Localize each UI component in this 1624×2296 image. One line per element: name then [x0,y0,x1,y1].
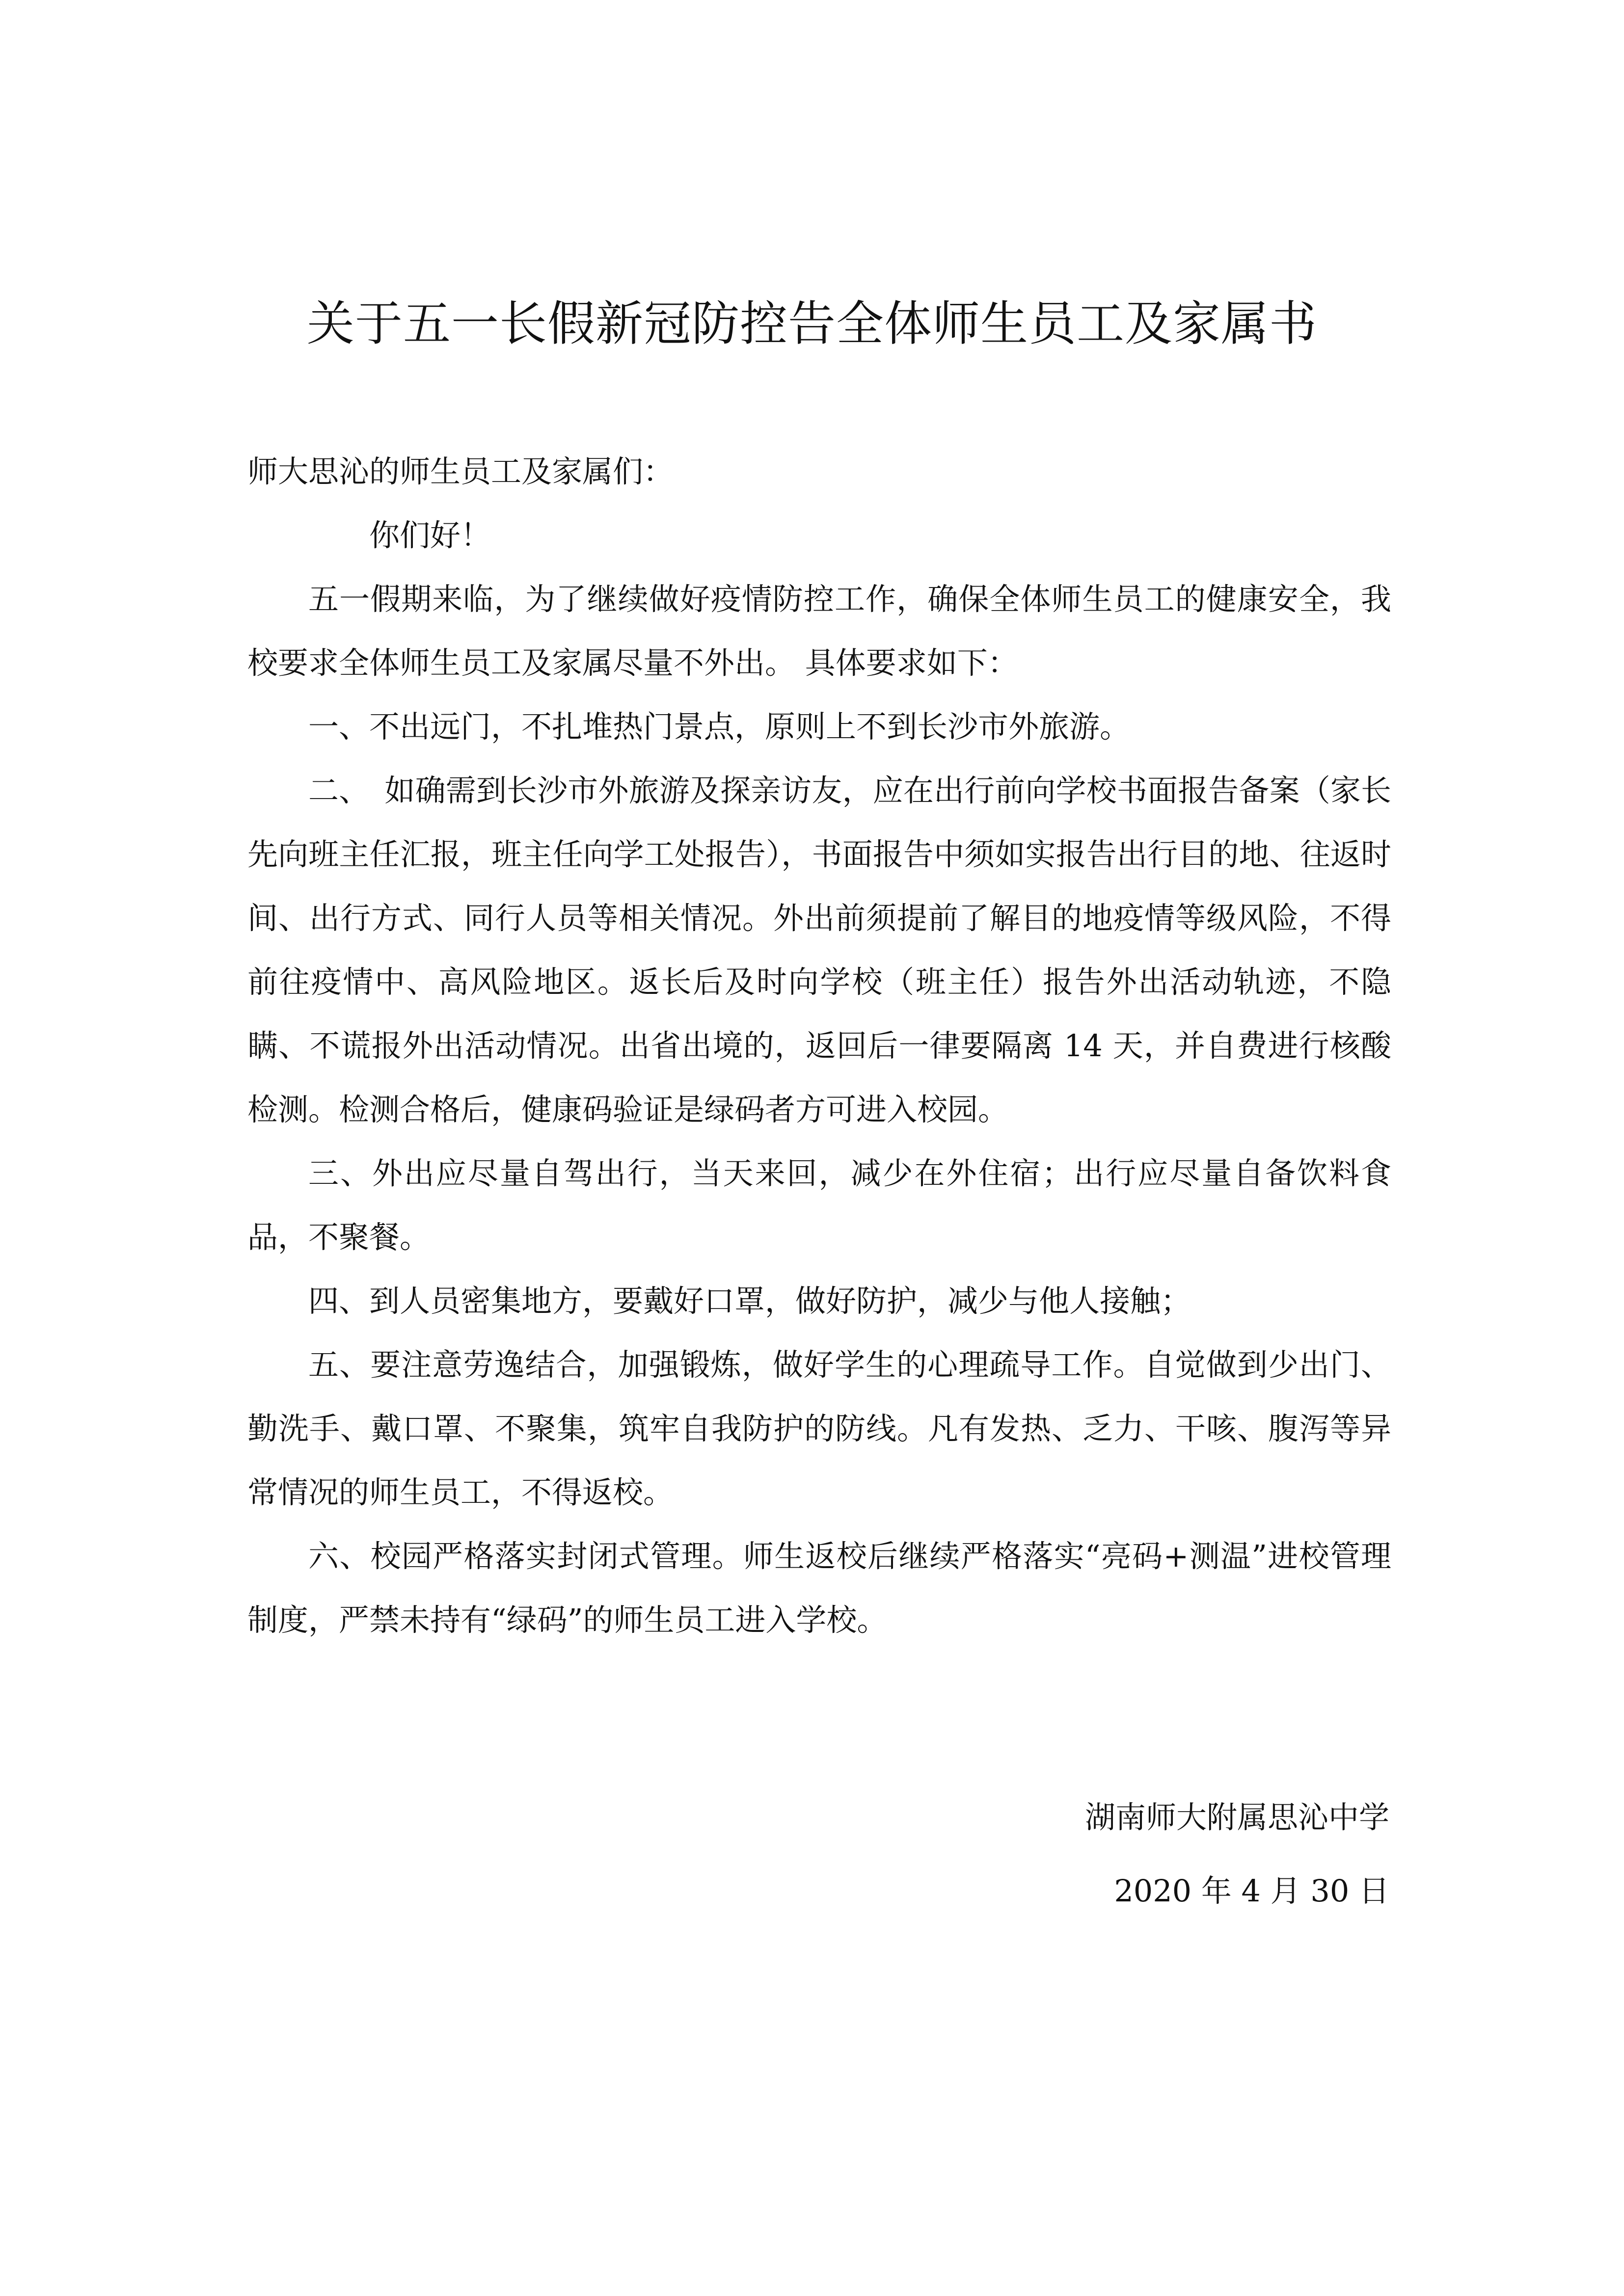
signature-date: 2020 年 4 月 30 日 [1114,1873,1389,1909]
paragraph-item-1: 一、不出远门，不扎堆热门景点，原则上不到长沙市外旅游。 [308,709,1131,745]
signature-block [1085,1781,1389,1928]
paragraph-item-4: 四、到人员密集地方，要戴好口罩，做好防护，减少与他人接触； [308,1283,1191,1319]
document-body [247,440,1391,1652]
paragraph-item-2: 二、 如确需到长沙市外旅游及探亲访友，应在出行前向学校书面报告备案（家长先向班主任汇报，班主任向学工处报告），书面报告中须如实报告出行目的地、往返时间、出行方式、同行人员等相关情况。外出前须提前了解目的地疫情等级风险，不得前往疫情中、高风险地区。返长后及时向学校（班主任）报告外出活动轨迹，不隐瞒、不谎报外出活动情况。出省出境的，返回后一律要隔离 14 天，并自费进行核酸检测。检测合格后，健康码验证是绿码者方可进入校园。 [247,773,1391,1127]
paragraph-intro: 五一假期来临，为了继续做好疫情防控工作，确保全体师生员工的健康安全，我校要求全体师生员工及家属尽量不外出。 具体要求如下： [247,581,1391,681]
paragraph-item-6: 六、校园严格落实封闭式管理。师生返校后继续严格落实“亮码+测温”进校管理制度，严禁未持有“绿码”的师生员工进入学校。 [247,1538,1391,1638]
salutation: 师大思沁的师生员工及家属们： [247,454,674,489]
paragraph-item-5: 五、要注意劳逸结合，加强锻炼，做好学生的心理疏导工作。自觉做到少出门、勤洗手、戴口罩、不聚集，筑牢自我防护的防线。凡有发热、乏力、干咳、腹泻等异常情况的师生员工，不得返校。 [247,1347,1391,1510]
signature-organization: 湖南师大附属思沁中学 [1084,1799,1389,1835]
greeting: 你们好！ [369,517,491,553]
paragraph-item-3: 三、外出应尽量自驾出行，当天来回，减少在外住宿；出行应尽量自备饮料食品，不聚餐。 [247,1155,1391,1255]
document-title: 关于五一长假新冠防控告全体师生员工及家属书 [307,296,1317,351]
